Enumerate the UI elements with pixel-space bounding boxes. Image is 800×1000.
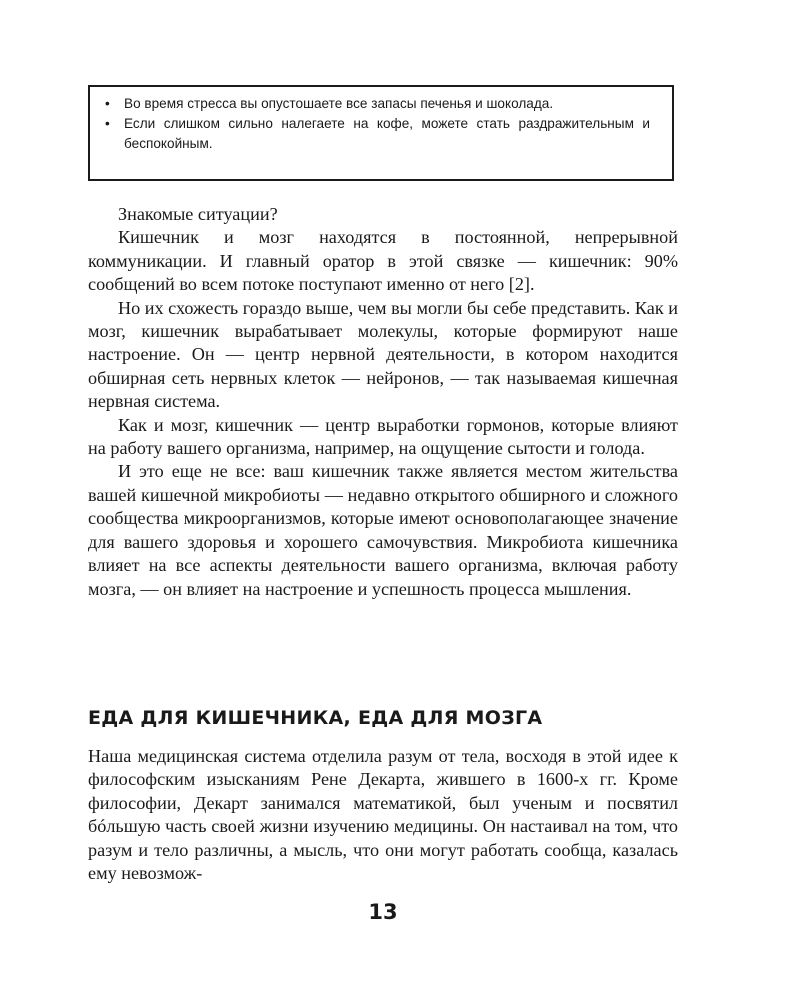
book-page	[88, 0, 678, 1000]
highlight-box	[88, 85, 674, 181]
paragraph-4: Как и мозг, кишечник — центр выработки гормонов, которые влияют на работу вашего организма, например, на ощущение сытости и голода.	[88, 414, 678, 459]
section-paragraph: Наша медицинская система отделила разум от тела, восходя в этой идее к философским изысканиям Рене Декарта, жившего в 1600-х гг. Кроме философии, Декарт занимался математикой, был ученым и посвятил бóльшую часть своей жизни изучению медицины. Он настаивал на том, что разум и тело различны, а мысль, что они могут работать сообща, казалась ему невозмож-	[88, 746, 678, 884]
section-body	[88, 745, 678, 885]
paragraph-1: Знакомые ситуации?	[118, 204, 278, 224]
page-number: 13	[368, 900, 398, 924]
paragraph-3: Но их схожесть гораздо выше, чем вы могли бы себе представить. Как и мозг, кишечник вырабатывает молекулы, которые формируют наше настроение. Он — центр нервной деятельности, в котором находится обширная сеть нервных клеток — нейронов, — так называемая кишечная нервная система.	[88, 297, 678, 412]
bullet-list	[104, 94, 650, 154]
bullet-item-2: • Если слишком сильно налегаете на кофе, можете стать раздражительным и беспокойным.	[124, 114, 650, 154]
section-heading: ЕДА ДЛЯ КИШЕЧНИКА, ЕДА ДЛЯ МОЗГА	[88, 707, 543, 729]
bullet-item-1: • Во время стресса вы опустошаете все запасы печенья и шоколада.	[124, 94, 650, 114]
paragraph-2: Кишечник и мозг находятся в постоянной, непрерывной коммуникации. И главный оратор в этой связке — кишечник: 90% сообщений во всем потоке поступают именно от него [2].	[88, 227, 678, 295]
paragraph-5: И это еще не все: ваш кишечник также является местом жительства вашей кишечной микробиоты — недавно открытого обширного и сложного сообщества микроорганизмов, которые имеют основополагающее значение для вашего здоровья и хорошего самочувствия. Микробиота кишечника влияет на все аспекты деятельности вашего организма, включая работу мозга, — он влияет на настроение и успешность процесса мышления.	[88, 461, 678, 599]
body-text	[88, 203, 678, 601]
